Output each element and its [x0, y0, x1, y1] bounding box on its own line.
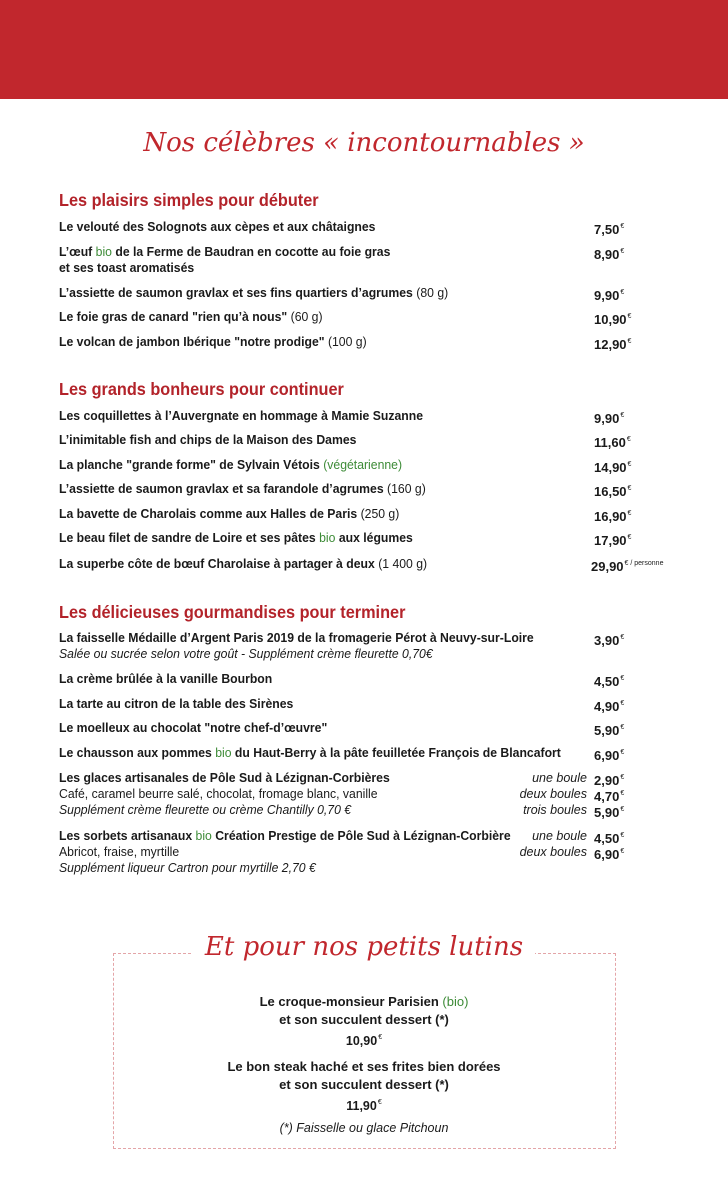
menu-item: La faisselle Médaille d’Argent Paris 2019 de la fromagerie Pérot à Neuvy-sur-Loire Salée ou sucrée selon votre goût - Supplément crème fleurette 0,70€ 3,90€: [59, 630, 659, 662]
menu-item: Le volcan de jambon Ibérique "notre prodige" (100 g) 12,90€: [59, 334, 659, 350]
section-desserts: [59, 602, 659, 875]
kids-footnote: (*) Faisselle ou glace Pitchoun: [279, 1121, 449, 1135]
menu-item: L’assiette de saumon gravlax et ses fins quartiers d’agrumes (80 g) 9,90€: [59, 285, 659, 301]
bio-label: (bio): [442, 994, 469, 1009]
menu-item-ice-cream: Les glaces artisanales de Pôle Sud à Lézignan-Corbières Café, caramel beurre salé, chocolat, fromage blanc, vanille Supplément crème fleurette ou crème Chantilly 0,70 € une boule deux boules trois boules 2,90€ 4,70€ 5,90€: [59, 770, 659, 818]
bio-label: bio: [95, 244, 112, 259]
menu-item: L’inimitable fish and chips de la Maison des Dames 11,60€: [59, 432, 659, 448]
menu-item: Le velouté des Solognots aux cèpes et aux châtaignes 7,50€: [59, 219, 659, 235]
menu-item: Le moelleux au chocolat "notre chef-d’œuvre" 5,90€: [59, 720, 659, 736]
menu-item: La bavette de Charolais comme aux Halles de Paris (250 g) 16,90€: [59, 506, 659, 522]
item-price: 10,90€: [594, 312, 632, 327]
item-price: 7,50€: [594, 222, 625, 237]
section-mains: [59, 379, 664, 574]
item-price: 9,90€: [594, 288, 625, 303]
kids-menu1-price: 10,90€: [345, 1034, 383, 1048]
item-price: 4,90€: [594, 699, 625, 714]
kids-menu1-line1: Le croque-monsieur Parisien (bio): [259, 994, 469, 1009]
item-price: $29,90^{€ / personne}$: [591, 559, 664, 574]
item-price: 2,90€: [594, 773, 625, 788]
kids-menu2-line1: Le bon steak haché et ses frites bien dorées: [227, 1059, 501, 1074]
kids-menu-box: [113, 953, 616, 1149]
item-price: 3,90€: [594, 633, 625, 648]
section-title-mains: Les grands bonheurs pour continuer: [59, 379, 344, 399]
item-price: 5,90€: [594, 805, 625, 820]
menu-item: La planche "grande forme" de Sylvain Vétois (végétarienne) 14,90€: [59, 457, 659, 473]
menu-item: La crème brûlée à la vanille Bourbon 4,50€: [59, 671, 659, 687]
menu-item: Le foie gras de canard "rien qu’à nous" (60 g) 10,90€: [59, 309, 659, 325]
menu-item-sorbets: Les sorbets artisanaux bio Création Prestige de Pôle Sud à Lézignan-Corbière Abricot, fraise, myrtille Supplément liqueur Cartron pour myrtille 2,70 € une boule deux boules 4,50€ 6,90€: [59, 828, 659, 876]
item-price: 16,50€: [594, 484, 632, 499]
kids-menu2-line2: et son succulent dessert (*): [279, 1077, 449, 1092]
item-price: 5,90€: [594, 723, 625, 738]
item-price: 4,70€: [594, 789, 625, 804]
menu-item: La superbe côte de bœuf Charolaise à partager à deux (1 400 g) $29,90^{€ / personne}$: [59, 556, 664, 574]
section-title-desserts: Les délicieuses gourmandises pour terminer: [59, 602, 406, 622]
item-price: 17,90€: [594, 533, 632, 548]
bio-label: bio: [319, 530, 336, 545]
item-price: 6,90€: [594, 847, 625, 862]
menu-item: Les coquillettes à l’Auvergnate en hommage à Mamie Suzanne 9,90€: [59, 408, 659, 424]
item-price: 14,90€: [594, 460, 632, 475]
kids-menu1-line2: et son succulent dessert (*): [279, 1012, 449, 1027]
vegetarian-label: (végétarienne): [323, 457, 403, 472]
bio-label: bio: [195, 828, 212, 843]
kids-menu2-price: 11,90€: [346, 1099, 382, 1113]
kids-menu-title: Et pour nos petits lutins: [0, 932, 728, 962]
item-price: 6,90€: [594, 748, 625, 763]
item-price: 9,90€: [594, 411, 625, 426]
menu-item: Le chausson aux pommes bio du Haut-Berry à la pâte feuilletée François de Blancafort 6,90€: [59, 745, 659, 761]
menu-item: Le beau filet de sandre de Loire et ses pâtes bio aux légumes 17,90€: [59, 530, 659, 546]
menu-item: La tarte au citron de la table des Sirènes 4,90€: [59, 696, 659, 712]
page-title: Nos célèbres « incontournables »: [143, 128, 585, 158]
item-price: 16,90€: [594, 509, 632, 524]
menu-item: L’œuf bio de la Ferme de Baudran en cocotte au foie gras et ses toast aromatisés 8,90€: [59, 244, 659, 276]
section-starters: [59, 190, 659, 352]
top-red-band: [0, 0, 728, 99]
bio-label: bio: [215, 745, 232, 760]
item-price: 12,90€: [594, 337, 632, 352]
item-price: 4,50€: [594, 674, 625, 689]
section-title-starters: Les plaisirs simples pour débuter: [59, 190, 319, 210]
item-price: 8,90€: [594, 247, 625, 262]
item-price: 4,50€: [594, 831, 625, 846]
menu-item: L’assiette de saumon gravlax et sa farandole d’agrumes (160 g) 16,50€: [59, 481, 659, 497]
item-price: 11,60€: [594, 435, 631, 450]
